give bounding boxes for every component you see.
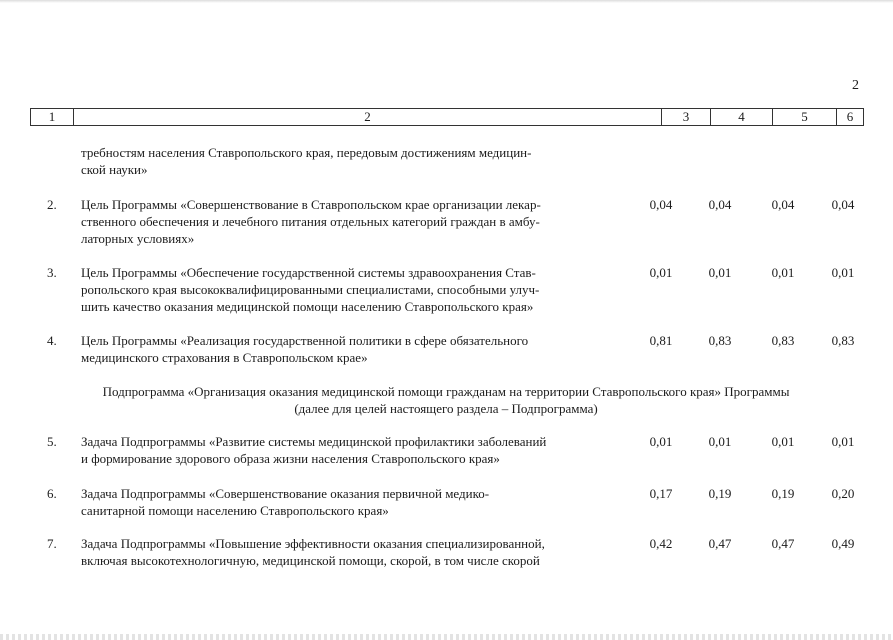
value-col-5: 0,01 bbox=[771, 434, 795, 449]
row-description bbox=[81, 332, 616, 366]
value-col-3: 0,01 bbox=[649, 434, 673, 449]
header-col-4: 4 bbox=[711, 109, 773, 125]
value-col-3: 0,42 bbox=[649, 536, 673, 551]
row-number: 6. bbox=[47, 486, 57, 501]
text-line: шить качество оказания медицинской помощи населению Ставропольского края» bbox=[81, 299, 534, 314]
value-col-4: 0,47 bbox=[708, 536, 732, 551]
row-number: 7. bbox=[47, 536, 57, 551]
value-col-3: 0,17 bbox=[649, 486, 673, 501]
text-line: Задача Подпрограммы «Повышение эффективности оказания специализированной, bbox=[81, 536, 545, 551]
value-col-6: 0,01 bbox=[831, 434, 855, 449]
subprogram-heading-line: Подпрограмма «Организация оказания медицинской помощи гражданам на территории Ставропольского края» Программы bbox=[102, 384, 790, 399]
text-line: медицинского страхования в Ставропольском крае» bbox=[81, 350, 368, 365]
value-col-4: 0,04 bbox=[708, 197, 732, 212]
subprogram-heading-line: (далее для целей настоящего раздела – Подпрограмма) bbox=[294, 401, 598, 416]
row-number: 4. bbox=[47, 333, 57, 348]
value-col-4: 0,01 bbox=[708, 434, 732, 449]
value-col-5: 0,83 bbox=[771, 333, 795, 348]
value-col-6: 0,20 bbox=[831, 486, 855, 501]
row-description bbox=[81, 196, 616, 247]
page-number: 2 bbox=[852, 78, 859, 93]
text-line: включая высокотехнологичную, медицинской помощи, скорой, в том числе скорой bbox=[81, 553, 540, 568]
value-col-3: 0,81 bbox=[649, 333, 673, 348]
value-col-5: 0,01 bbox=[771, 265, 795, 280]
value-col-5: 0,04 bbox=[771, 197, 795, 212]
value-col-4: 0,83 bbox=[708, 333, 732, 348]
header-col-6: 6 bbox=[846, 109, 854, 124]
text-line: и формирование здорового образа жизни населения Ставропольского края» bbox=[81, 451, 500, 466]
value-col-3: 0,04 bbox=[649, 197, 673, 212]
value-col-4: 0,19 bbox=[708, 486, 732, 501]
text-line: требностям населения Ставропольского края, передовым достижениям медицин- bbox=[81, 145, 532, 160]
value-col-5: 0,19 bbox=[771, 486, 795, 501]
text-line: Задача Подпрограммы «Совершенствование оказания первичной медико- bbox=[81, 486, 490, 501]
text-line: Цель Программы «Реализация государственной политики в сфере обязательного bbox=[81, 333, 529, 348]
header-col-3: 3 bbox=[662, 109, 711, 125]
text-line: санитарной помощи населению Ставропольского края» bbox=[81, 503, 389, 518]
header-col-5: 5 bbox=[773, 109, 837, 125]
value-col-4: 0,01 bbox=[708, 265, 732, 280]
scan-edge-bottom bbox=[0, 634, 893, 640]
value-col-3: 0,01 bbox=[649, 265, 673, 280]
scan-edge-top bbox=[0, 0, 893, 3]
row-description bbox=[81, 535, 616, 569]
text-line: Цель Программы «Обеспечение государственной системы здравоохранения Став- bbox=[81, 265, 536, 280]
value-col-6: 0,04 bbox=[831, 197, 855, 212]
text-line: ской науки» bbox=[81, 162, 148, 177]
header-col-2: 2 bbox=[74, 109, 662, 125]
row-description bbox=[81, 485, 616, 519]
table-header-row bbox=[30, 108, 864, 126]
value-col-6: 0,83 bbox=[831, 333, 855, 348]
subprogram-heading bbox=[40, 383, 852, 417]
row-number: 2. bbox=[47, 197, 57, 212]
value-col-5: 0,47 bbox=[771, 536, 795, 551]
row-description bbox=[81, 264, 616, 315]
text-line: ропольского края высококвалифицированными специалистами, способными улуч- bbox=[81, 282, 540, 297]
text-line: ственного обеспечения и лечебного питания отдельных категорий граждан в амбу- bbox=[81, 214, 540, 229]
value-col-6: 0,49 bbox=[831, 536, 855, 551]
text-line: латорных условиях» bbox=[81, 231, 195, 246]
header-col-1: 1 bbox=[31, 109, 74, 125]
text-line: Задача Подпрограммы «Развитие системы медицинской профилактики заболеваний bbox=[81, 434, 547, 449]
continuation-text bbox=[81, 144, 616, 178]
row-description bbox=[81, 433, 616, 467]
value-col-6: 0,01 bbox=[831, 265, 855, 280]
row-number: 5. bbox=[47, 434, 57, 449]
row-number: 3. bbox=[47, 265, 57, 280]
text-line: Цель Программы «Совершенствование в Ставропольском крае организации лекар- bbox=[81, 197, 541, 212]
